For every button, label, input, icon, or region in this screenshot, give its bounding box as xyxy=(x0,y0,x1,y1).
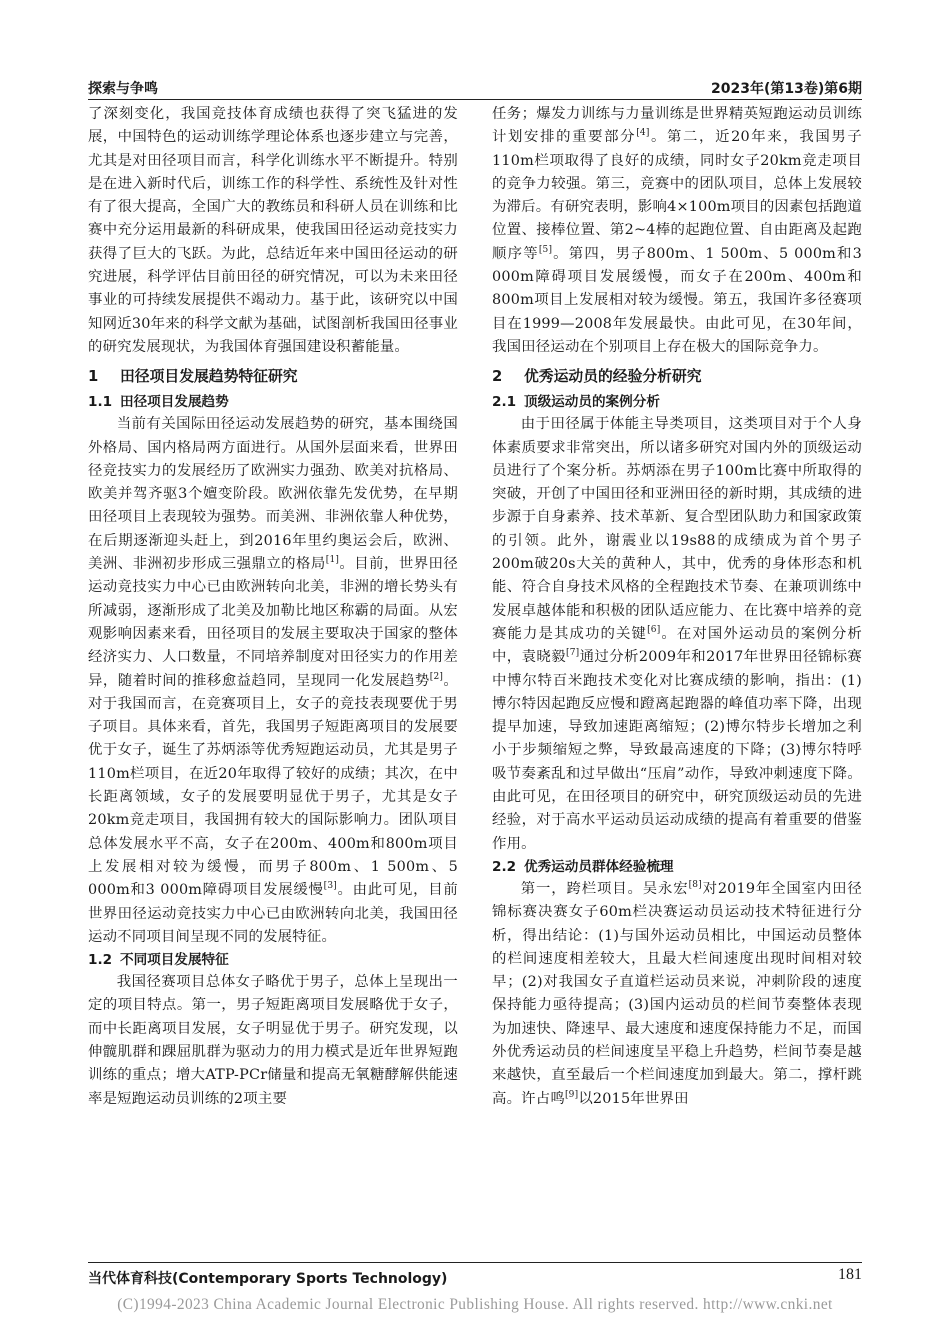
section-1-1-heading xyxy=(88,391,458,413)
section-1-2-paragraph: 我国径赛项目总体女子略优于男子，总体上呈现出一定的项目特点。第一，男子短距离项目发展略优于女子，而中长距离项目发展，女子明显优于男子。研究发现，以伸髋肌群和踝屈肌群为驱动力的用力模式是近年世界短跑训练的重点；增大ATP-PCr储量和提高无氧糖酵解供能速率是短跑运动员训练的2项主要 xyxy=(88,974,458,1107)
page-number: 181 xyxy=(838,1266,862,1283)
section-2-2-paragraph: 第一，跨栏项目。吴永宏[8]对2019年全国室内田径锦标赛决赛女子60m栏决赛运动员运动技术特征进行分析，得出结论：(1)与国外运动员相比，中国运动员整体的栏间速度相差较大，且最大栏间速度出现时间相对较早；(2)对我国女子直道栏运动员来说，冲刺阶段的速度保持能力亟待提高；(3)国内运动员的栏间节奏整体表现为加速快、降速早、最大速度和速度保持能力不足，而国外优秀运动员的栏间速度呈平稳上升趋势，栏间节奏是越来越快，直至最后一个栏间速度加到最大。第二，撑杆跳高。许占鸣[9]以2015年世界田 xyxy=(492,880,863,1107)
issue-info: 2023年(第13卷)第6期 xyxy=(711,81,862,97)
citation[interactable]: [6] xyxy=(647,625,661,636)
section-1-heading xyxy=(88,365,458,388)
citation[interactable]: [3] xyxy=(323,881,338,892)
section-2-heading xyxy=(492,365,862,388)
section-number: 2.1 xyxy=(492,394,517,411)
intro-paragraph: 了深刻变化，我国竞技体育成绩也获得了突飞猛进的发展，中国特色的运动训练学理论体系也逐步建立与完善，尤其是对田径项目而言，科学化训练水平不断提升。特别是在进入新时代后，训练工作的科学性、系统性及针对性有了很大提高，全国广大的教练员和科研人员在训练和比赛中充分运用最新的科研成果，使我国田径运动竞技实力获得了巨大的飞跃。为此，总结近年来中国田径运动的研究进展，科学评估目前田径的研究情况，可以为未来田径事业的可持续发展提供不竭动力。基于此，该研究以中国知网近30年来的科学文献为基础，试图剖析我国田径事业的研究发展现状，为我国体育强国建设积蓄能量。 xyxy=(88,106,458,355)
section-title: 田径项目发展趋势特征研究 xyxy=(120,368,298,386)
right-column xyxy=(492,103,862,1111)
footer-divider xyxy=(88,1262,862,1263)
section-title: 田径项目发展趋势 xyxy=(120,394,229,411)
section-number: 1 xyxy=(88,368,99,386)
section-2-2-heading xyxy=(492,856,862,878)
citation[interactable]: [1] xyxy=(325,555,340,566)
journal-column-title: 探索与争鸣 xyxy=(88,81,158,97)
section-1-2-heading xyxy=(88,949,458,971)
section-1-1-paragraph: 当前有关国际田径运动发展趋势的研究，基本围绕国外格局、国内格局两方面进行。从国外层面来看，世界田径竞技实力的发展经历了欧洲实力强劲、欧美对抗格局、欧美并驾齐驱3个嬗变阶段。欧洲依靠先发优势，在早期田径项目上表现较为强势。而美洲、非洲依靠人种优势，在后期逐渐迎头赶上，到2016年里约奥运会后，欧洲、美洲、非洲初步形成三强鼎立的格局[1]。目前，世界田径运动竞技实力中心已由欧洲转向北美，非洲的增长势头有所减弱，逐渐形成了北美及加勒比地区称霸的局面。从宏观影响因素来看，田径项目的发展主要取决于国家的整体经济实力、人口数量，不同培养制度对田径实力的作用差异，随着时间的推移愈益趋同，呈现同一化发展趋势[2]。对于我国而言，在竞赛项目上，女子的竞技表现要优于男子项目。具体来看，首先，我国男子短距离项目的发展要优于女子，诞生了苏炳添等优秀短跑运动员，尤其是男子110m栏项目，在近20年取得了较好的成绩；其次，在中长距离领域，女子的发展要明显优于男子，尤其是女子20km竞走项目，我国拥有较大的国际影响力。团队项目总体发展水平不高，女子在200m、400m和800m项目上发展相对较为缓慢，而男子800m、1 500m、5 000m和3 000m障碍项目发展缓慢[3]。由此可见，目前世界田径运动竞技实力中心已由欧洲转向北美，我国田径运动不同项目间呈现不同的发展特征。 xyxy=(88,416,459,945)
section-number: 2.2 xyxy=(492,858,517,875)
citation[interactable]: [5] xyxy=(538,244,553,255)
section-number: 1.2 xyxy=(88,952,113,969)
footer-journal-name: 当代体育科技(Contemporary Sports Technology) xyxy=(88,1271,448,1287)
section-2-1-paragraph: 由于田径属于体能主导类项目，这类项目对于个人身体素质要求非常突出，所以诸多研究对国内外的顶级运动员进行了个案分析。苏炳添在男子100m比赛中所取得的突破，开创了中国田径和亚洲田径的新时期，其成绩的进步源于自身素养、技术革新、复合型团队助力和国家政策的引领。此外，谢震业以19s88的成绩成为首个男子200m破20s大关的黄种人，其中，优秀的身体形态和机能、符合自身技术风格的全程跑技术节奏、在兼项训练中发展卓越体能和积极的团队适应能力、在比赛中培养的竞赛能力是其成功的关键[6]。在对国外运动员的案例分析中，袁晓毅[7]通过分析2009年和2017年世界田径锦标赛中博尔特百米跑技术变化对比赛成绩的影响，指出：(1)博尔特因起跑反应慢和蹬离起跑器的峰值功率下降，出现提早加速，导致加速距离缩短；(2)博尔特步长增加之利小于步频缩短之弊，导致最高速度的下降；(3)博尔特呼吸节奏紊乱和过早做出“压肩”动作，导致冲刺速度下降。由此可见，在田径项目的研究中，研究顶级运动员的先进经验，对于高水平运动员运动成绩的提高有着重要的借鉴作用。 xyxy=(492,416,862,852)
section-2-1-heading xyxy=(492,391,862,413)
continued-paragraph: 任务；爆发力训练与力量训练是世界精英短跑运动员训练计划安排的重要部分[4]。第二，近20年来，我国男子110m栏项取得了良好的成绩，同时女子20km竞走项目的竞争力较强。第三，竞赛中的团队项目，总体上发展较为滞后。有研究表明，影响4×100m项目的因素包括跑道位置、接棒位置、第2~4棒的起跑位置、自由距离及起跑顺序等[5]。第四，男子800m、1 500m、5 000m和3 000m障碍项目发展缓慢，而女子在200m、400m和800m项目上发展相对较为缓慢。第五，我国许多径赛项目在1999—2008年发展最快。由此可见，在30年间，我国田径运动在个别项目上存在极大的国际竞争力。 xyxy=(492,106,862,355)
citation[interactable]: [4] xyxy=(636,128,650,139)
citation[interactable]: [8] xyxy=(688,880,702,891)
header-divider xyxy=(88,99,862,100)
section-title: 优秀运动员群体经验梳理 xyxy=(524,858,674,875)
copyright-watermark: (C)1994-2023 China Academic Journal Electronic Publishing House. All rights reserved. http://www.cnki.net xyxy=(117,1296,833,1313)
section-number: 2 xyxy=(492,368,503,386)
section-title: 顶级运动员的案例分析 xyxy=(524,394,660,411)
section-title: 不同项目发展特征 xyxy=(120,952,229,969)
section-title: 优秀运动员的经验分析研究 xyxy=(524,368,702,386)
left-column xyxy=(88,103,458,1111)
section-number: 1.1 xyxy=(88,394,113,411)
citation[interactable]: [9] xyxy=(564,1089,579,1100)
citation[interactable]: [2] xyxy=(429,671,444,682)
citation[interactable]: [7] xyxy=(566,648,580,659)
